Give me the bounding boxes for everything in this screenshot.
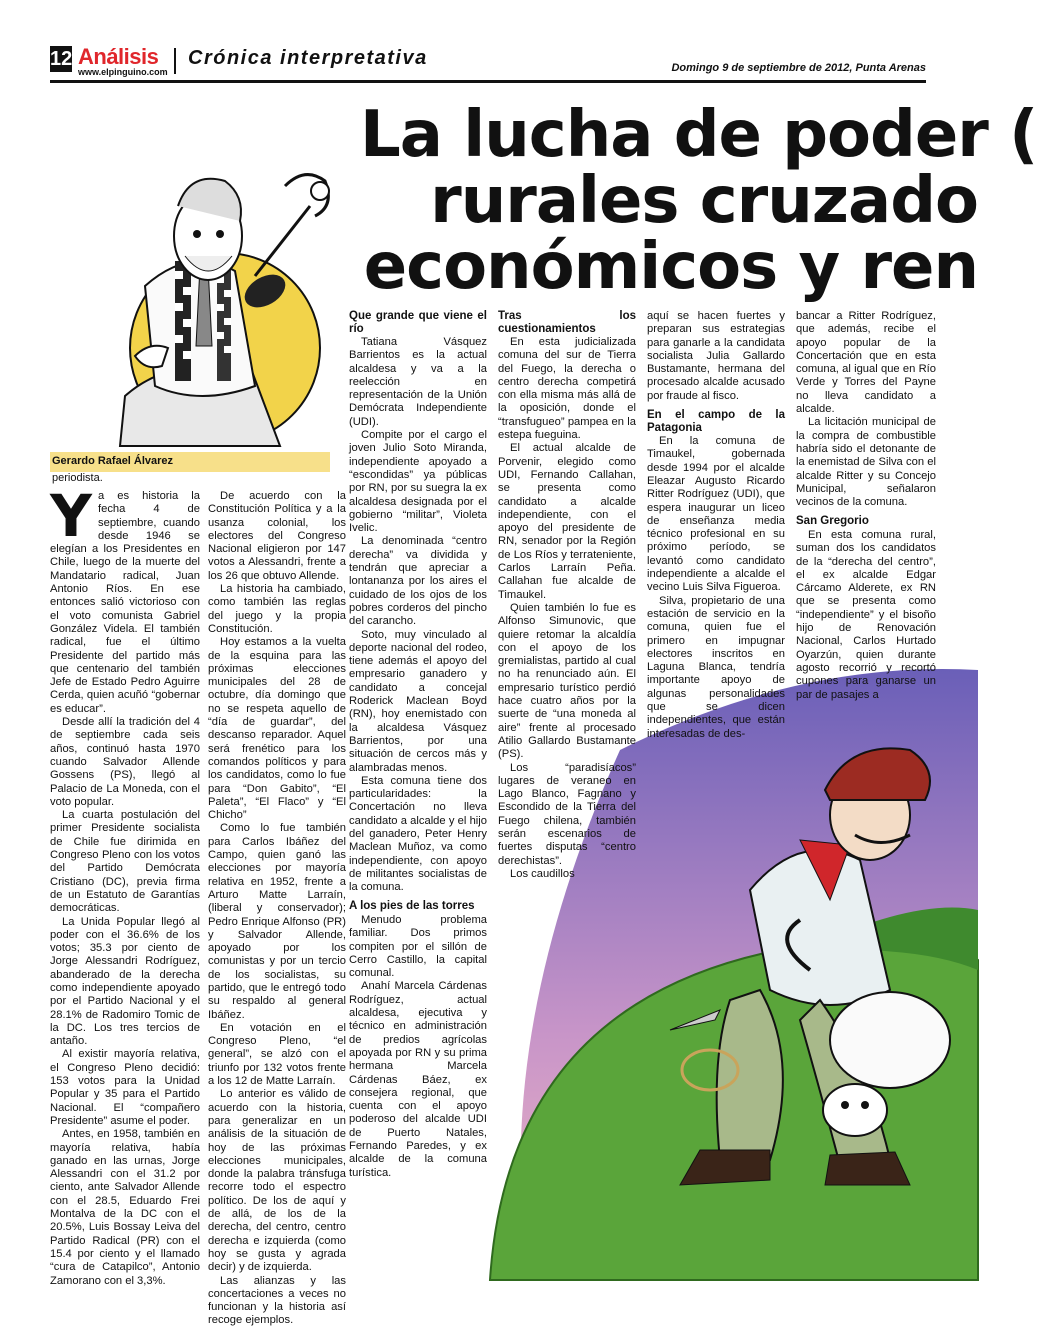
headline xyxy=(360,98,1037,304)
subheading: Que grande que viene el río xyxy=(349,310,487,335)
subheading: San Gregorio xyxy=(796,515,869,528)
paragraph: Antes, en 1958, también en mayoría relativa, había ganado en las urnas, Jorge Alessandri con el 31.2 por ciento, ante Salvador Allende con el 28.5, Eduardo Frei Montalva de la DC con el 20.5%, Luis Bossay Leiva del Partido Radical (PR) con el 15.4 por ciento y el llamado “cura de Catapilco”, Antonio Zamorano con el 3,3%. xyxy=(50,1128,200,1287)
paragraph: Al existir mayoría relativa, el Congreso Pleno decidió: 153 votos para la Unidad Popular y 35 para el Partido Nacional. El “compañero Presidente” asume el poder. xyxy=(50,1048,200,1127)
paragraph: En votación en el Congreso Pleno, “el general”, se alzó con el triunfo por 132 votos frente a los 12 de Matte Larraín. xyxy=(208,1021,346,1088)
header-rule xyxy=(50,80,926,83)
paragraph: a es historia la fecha 4 de septiembre, cuando desde 1946 se elegían a los Presidentes en Chile, luego de la muerte del Mandatario radical, Juan Antonio Ríos. En ese entonces salió victorioso con el voto comunista Gabriel González Videla. El también radical, fue el último Presidente del partido más que centenario del también Jefe de Estado Pedro Aguirre Cerda, quien acuñó “gobernar es educar”. xyxy=(50,490,200,715)
drop-cap: Y xyxy=(50,482,92,550)
paragraph: El actual alcalde de Porvenir, elegido como UDI, Fernando Callahan, se presenta como candidato a alcalde independiente, con el apoyo del presidente de RN, senador por la Región de Los Ríos y terrateniente, Carlos Larraín Peña. Callahan fue alcalde de Timaukel. xyxy=(498,442,636,601)
paragraph: La denominada “centro derecha” va dividida y tendrán que apreciar a lontananza por los aires el cuidado de los ojos de los pobres corderos del pincho del carancho. xyxy=(349,535,487,628)
subheading: En el campo de la Patagonia xyxy=(647,409,785,434)
paragraph: aquí se hacen fuertes y preparan sus estrategias para ganarle a la candidata socialista Julia Gallardo Bustamante, hermana del procesado alcalde acusado por fraude al fisco. xyxy=(647,310,785,402)
paragraph: De acuerdo con la Constitución Política y a la usanza colonial, los electores del Congreso Nacional eligieron por 147 votos a Alessandri, frente a los 26 que obtuvo Allende. xyxy=(208,490,346,582)
caricature-illustration xyxy=(50,86,350,446)
headline-line-3: económicos y ren xyxy=(363,230,978,304)
paragraph: La Unida Popular llegó al poder con el 36.6% de los votos; 35.3 por ciento de Jorge Alessandri Rodríguez, abanderado de la derecha como independiente apoyado por el Partido Nacional y el 28.1% de Radomiro Tomic de la DC. Los tres tercios de antaño. xyxy=(50,915,200,1048)
column-5 xyxy=(647,310,785,740)
paragraph: bancar a Ritter Rodríguez, que además, recibe el apoyo popular de la Concertación que en esta comuna, al igual que en Río Verde y Torres del Payne no lleva candidato a alcalde. xyxy=(796,310,936,416)
paragraph: Los caudillos xyxy=(510,867,575,880)
column-6 xyxy=(796,310,936,700)
paragraph: La historia ha cambiado, como también las reglas del juego y la propia Constitución. xyxy=(208,583,346,635)
paragraph: Silva, propietario de una estación de servicio en la comuna, quien fue el primero en impugnar electores inscritos en Laguna Blanca, tendría importante apoyo de algunas personalidades que se dicen independientes, que están interesadas de des- xyxy=(647,594,785,740)
paragraph: Hoy estamos a la vuelta de la esquina para las próximas elecciones municipales del 28 de octubre, día domingo que no se respeta aquello de “día de guardar”, del descanso reparador. Aquel será frenético para los comandos políticos y para los candidatos, como lo fue para “Don Gabito”, “El Paleta”, “El Flaco” y “El Chicho” xyxy=(208,636,346,822)
subheading: Tras los cuestionamientos xyxy=(498,310,636,335)
paragraph: Quien también lo fue es Alfonso Simunovic, que quiere retomar la alcaldía con el apoyo de los gremialistas, partido al cual no ha renunciado aún. El empresario turístico perdió hace cuatro años por la suerte de “una moneda al aire” frente al procesado Atilio Gallardo Bustamante (PS). xyxy=(498,601,636,761)
column-2 xyxy=(208,490,346,1327)
paragraph: Lo anterior es válido de acuerdo con la historia, para generalizar en un análisis de la situación de hoy de las próximas elecciones municipales, donde la palabra tránsfuga recorre todo el espectro político. De los de aquí y de allá, de los de la derecha, del centro, centro derecha e izquierda (como hoy se gusta y agrada decir) y de izquierda. xyxy=(208,1088,346,1274)
header-separator xyxy=(174,48,176,74)
paragraph: Desde allí la tradición del 4 de septiembre cada seis años, continuó hasta 1970 cuando Salvador Allende Gossens (PS), llegó al Palacio de La Moneda, con el voto popular. xyxy=(50,716,200,808)
brand-url: www.elpinguino.com xyxy=(78,67,168,77)
paragraph: La cuarta postulación del primer Presidente socialista de Chile fue dirimida en Congreso Pleno con los votos del Partido Demócrata Cristiano (DC), previa firma de un Estatuto de Garantías democráticas. xyxy=(50,809,200,915)
headline-line-2: rurales cruzado xyxy=(430,164,978,238)
brand-logo: Análisis xyxy=(78,44,159,69)
headline-line-1: La lucha de poder ( xyxy=(360,98,1037,172)
paragraph: La licitación municipal de la compra de combustible habría sido el detonante de la enemistad de Silva con el alcalde Ritter y su Concejo Municipal, señalaron vecinos de la comuna. xyxy=(796,416,936,509)
author-role: periodista. xyxy=(52,472,103,484)
paragraph: Tatiana Vásquez Barrientos es la actual alcaldesa y va a la reelección en representación de la Unión Demócrata Independiente (UDI). xyxy=(349,336,487,428)
paragraph: Anahí Marcela Cárdenas Rodríguez, actual alcaldesa, ejecutiva y técnico en administración de predios agrícolas apoyada por RN y su prima hermana Marcela Cárdenas Báez, ex consejera regional, que cuenta con el apoyo poderoso del alcalde UDI de Puerto Natales, Fernando Paredes, y ex alcalde de la comuna turística. xyxy=(349,980,487,1179)
paragraph: En esta comuna rural, suman dos los candidatos de la “derecha del centro”, el ex alcalde Edgar Cárcamo Alderete, ex RN que se presenta como “independiente” y el bisoño hijo de Renovación Nacional, Carlos Hurtado Oyarzún, quien durante agosto recorrió y recortó cupones para ganarse un par de pasajes a xyxy=(796,528,936,701)
section-title: Crónica interpretativa xyxy=(188,47,428,69)
paragraph: En esta judicializada comuna del sur de Tierra del Fuego, la derecha o centro derecha competirá con ella misma más allá de la oposición, donde el “transfugueo” pampea en la estepa fueguina. xyxy=(498,336,636,442)
page-number: 12 xyxy=(50,48,73,70)
dateline: Domingo 9 de septiembre de 2012, Punta Arenas xyxy=(671,62,926,74)
column-3 xyxy=(349,310,487,1179)
paragraph: Compite por el cargo el joven Julio Soto Miranda, independiente apoyado a “escondidas” ya públicas por RN, por su suegra la ex alcaldesa designada por el gobierno “militar”, Violeta Ivelic. xyxy=(349,429,487,535)
paragraph: Las alianzas y las concertaciones a veces no funcionan y la historia así recoge ejemplos. xyxy=(208,1274,346,1327)
author-name: Gerardo Rafael Álvarez xyxy=(52,455,174,467)
column-1 xyxy=(50,482,200,1287)
paragraph: En la comuna de Timaukel, gobernada desde 1994 por el alcalde Eleazar Augusto Ricardo Ritter Rodríguez (UDI), que espera inaugurar un liceo de enseñanza media técnico profesional en su próximo período, se levantó como candidato independiente a alcalde el vecino Luis Silva Figueroa. xyxy=(647,435,785,594)
paragraph: Menudo problema familiar. Dos primos compiten por el sillón de Cerro Castillo, la capital comunal. xyxy=(349,913,487,980)
subheading: A los pies de las torres xyxy=(349,900,475,913)
paragraph: Soto, muy vinculado al deporte nacional del rodeo, tiene además el apoyo del empresario ganadero y candidato a concejal Roderick Maclean Boyd (RN), hoy enemistado con la alcaldesa Vásquez Barrientos, por una situación de cercos más y alambradas menos. xyxy=(349,628,487,774)
paragraph: Los “paradisíacos” lugares de veraneo en Lago Blanco, Fagnano y Escondido de la Tierra del Fuego chilena, también serán escenarios de fuertes disputas “centro derechistas”. xyxy=(498,761,636,867)
column-4 xyxy=(498,310,636,880)
paragraph: Como lo fue también para Carlos Ibáñez del Campo, quien ganó las elecciones por mayoría relativa en 1952, frente a Arturo Matte Larraín, (liberal y conservador); Pedro Enrique Alfonso (PR) y Salvador Allende, apoyado por los comunistas y por un tercio de los socialistas, su partido, que le entregó todo su respaldo al general Ibáñez. xyxy=(208,822,346,1021)
paragraph: Esta comuna tiene dos particularidades: la Concertación no lleva candidato a alcalde y el hijo del ganadero, Peter Henry Maclean Muñoz, va como independiente, con apoyo de militantes socialistas de la comuna. xyxy=(349,774,487,894)
